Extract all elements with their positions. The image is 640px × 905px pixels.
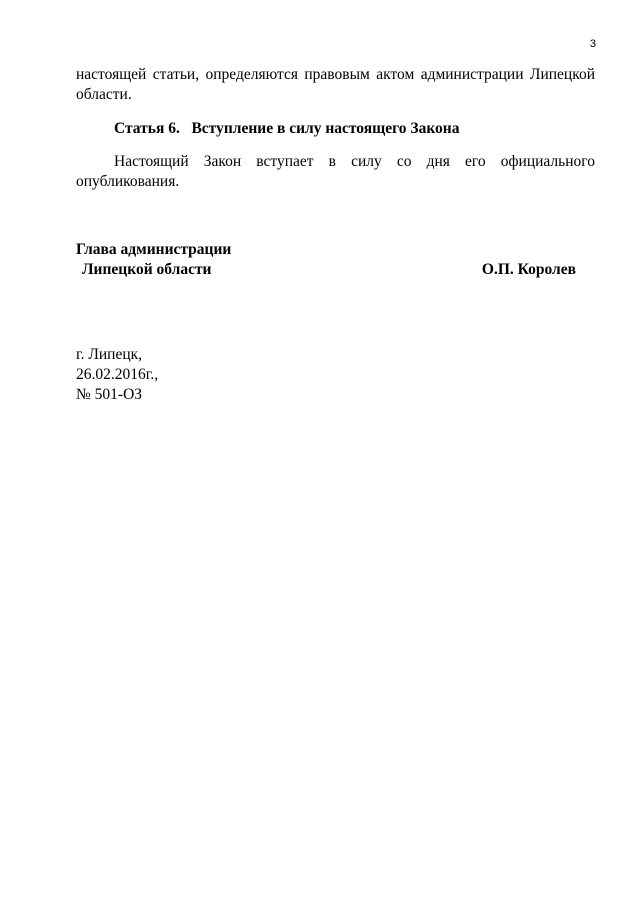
law-number: № 501-ОЗ	[76, 386, 143, 403]
signature-block	[76, 240, 576, 280]
paragraph-line: настоящей статьи, определяются правовым актом администрации Липецкой	[76, 66, 595, 83]
paragraph-continuation	[76, 65, 595, 105]
place-date-block	[76, 345, 158, 405]
signatory-name: О.П. Королев	[481, 261, 576, 278]
date: 26.02.2016г.,	[76, 366, 159, 383]
paragraph-line: Настоящий Закон вступает в силу со дня его официального	[114, 153, 595, 170]
signatory-title-line2: Липецкой области	[82, 261, 212, 278]
paragraph-line: опубликования.	[76, 173, 180, 190]
paragraph-line: области.	[76, 86, 132, 103]
article-heading: Статья 6. Вступление в силу настоящего Закона	[114, 120, 460, 137]
signatory-title-line1: Глава администрации	[76, 241, 232, 258]
page-number: 3	[589, 38, 596, 50]
article-paragraph	[76, 152, 595, 192]
city: г. Липецк,	[76, 346, 143, 363]
